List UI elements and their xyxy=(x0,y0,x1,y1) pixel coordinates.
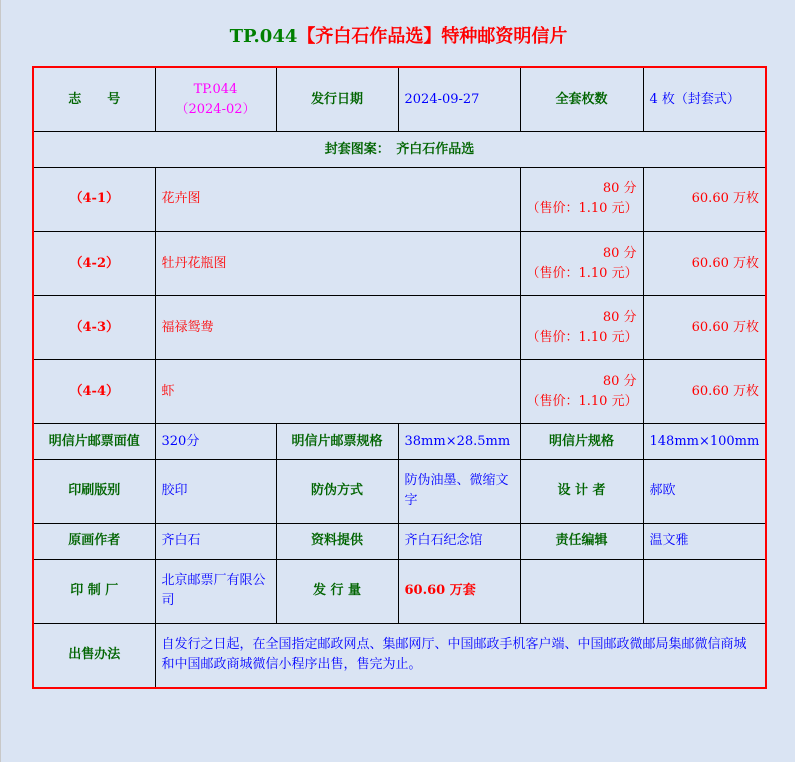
sale-value: 自发行之日起，在全国指定邮政网点、集邮网厅、中国邮政手机客户端、中国邮政微邮局集邮微信商城和中国邮政商城微信小程序出售，售完为止。 xyxy=(155,623,766,688)
spec-label: 印 制 厂 xyxy=(33,559,155,623)
price: （售价：1.10 元） xyxy=(526,329,638,345)
spec-value: 郝欧 xyxy=(643,459,766,523)
item-qty: 60.60 万枚 xyxy=(643,360,766,424)
spec-value: 齐白石纪念馆 xyxy=(398,523,520,559)
item-qty: 60.60 万枚 xyxy=(643,296,766,360)
spec-value: 148mm×100mm xyxy=(643,424,766,460)
spec-value: 齐白石 xyxy=(155,523,276,559)
date-label: 发行日期 xyxy=(276,67,398,132)
spec-label: 明信片邮票规格 xyxy=(276,424,398,460)
spec-value xyxy=(643,559,766,623)
zhihao-value xyxy=(155,67,276,132)
table-row xyxy=(33,167,766,231)
table-row xyxy=(33,296,766,360)
item-name: 花卉图 xyxy=(155,167,520,231)
zhihao-year: （2024-02） xyxy=(175,101,256,117)
item-qty: 60.60 万枚 xyxy=(643,167,766,231)
spec-label: 发 行 量 xyxy=(276,559,398,623)
table-row xyxy=(33,231,766,295)
spec-value: 胶印 xyxy=(155,459,276,523)
spec-value: 38mm×28.5mm xyxy=(398,424,520,460)
item-no: （4-4） xyxy=(33,360,155,424)
item-name: 虾 xyxy=(155,360,520,424)
spec-label: 防伪方式 xyxy=(276,459,398,523)
item-no: （4-1） xyxy=(33,167,155,231)
item-face xyxy=(520,296,643,360)
table-row xyxy=(33,559,766,623)
spec-value: 温文雅 xyxy=(643,523,766,559)
spec-label: 设 计 者 xyxy=(520,459,643,523)
table-row xyxy=(33,424,766,460)
spec-value: 320分 xyxy=(155,424,276,460)
spec-label: 印刷版别 xyxy=(33,459,155,523)
spec-label xyxy=(520,559,643,623)
face-value: 80 分 xyxy=(602,373,637,389)
title-name: 【齐白石作品选】特种邮资明信片 xyxy=(297,26,568,47)
zhihao-code: TP.044 xyxy=(193,81,238,97)
price: （售价：1.10 元） xyxy=(526,265,638,281)
spec-value: 60.60 万套 xyxy=(398,559,520,623)
count-value: 4 枚（封套式） xyxy=(643,67,766,132)
item-no: （4-2） xyxy=(33,231,155,295)
table-row xyxy=(33,132,766,168)
spec-label: 责任编辑 xyxy=(520,523,643,559)
face-value: 80 分 xyxy=(602,309,637,325)
cover-value: 齐白石作品选 xyxy=(396,141,475,157)
spec-label: 明信片规格 xyxy=(520,424,643,460)
item-name: 福禄鸳鸯 xyxy=(155,296,520,360)
table-row xyxy=(33,360,766,424)
zhihao-label: 志 号 xyxy=(33,67,155,132)
item-qty: 60.60 万枚 xyxy=(643,231,766,295)
item-face xyxy=(520,360,643,424)
item-face xyxy=(520,167,643,231)
spec-value: 防伪油墨、微缩文字 xyxy=(398,459,520,523)
face-value: 80 分 xyxy=(602,245,637,261)
table-row xyxy=(33,623,766,688)
item-face xyxy=(520,231,643,295)
price: （售价：1.10 元） xyxy=(526,201,638,217)
item-no: （4-3） xyxy=(33,296,155,360)
stamp-info-table xyxy=(32,66,767,689)
table-row xyxy=(33,67,766,132)
title-code: TP.044 xyxy=(229,26,298,47)
spec-value: 北京邮票厂有限公司 xyxy=(155,559,276,623)
price: （售价：1.10 元） xyxy=(526,393,638,409)
cover-label: 封套图案： xyxy=(324,141,384,157)
table-row xyxy=(33,523,766,559)
spec-label: 明信片邮票面值 xyxy=(33,424,155,460)
count-label: 全套枚数 xyxy=(520,67,643,132)
sale-label: 出售办法 xyxy=(33,623,155,688)
cover-design xyxy=(33,132,766,168)
table-row xyxy=(33,459,766,523)
page-title xyxy=(1,22,795,48)
date-value: 2024-09-27 xyxy=(398,67,520,132)
item-name: 牡丹花瓶图 xyxy=(155,231,520,295)
spec-label: 原画作者 xyxy=(33,523,155,559)
spec-label: 资料提供 xyxy=(276,523,398,559)
face-value: 80 分 xyxy=(602,181,637,197)
